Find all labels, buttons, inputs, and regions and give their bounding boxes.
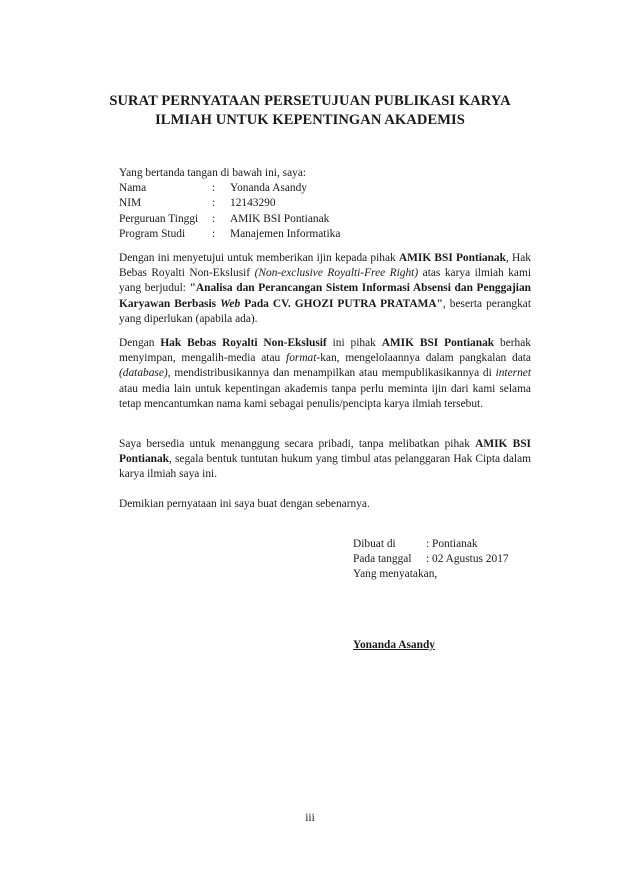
text-run: Dengan ini menyetujui untuk memberikan ijin kepada pihak (119, 252, 399, 264)
document-title (0, 92, 620, 130)
nim-value: 12143290 (230, 197, 276, 210)
page-number: iii (305, 812, 315, 824)
italic-term: (Non-exclusive Royalti-Free Right) (254, 267, 419, 280)
colon: : (212, 182, 216, 195)
work-title-italic: Web (220, 297, 241, 310)
statement-text: Yang menyatakan, (353, 568, 438, 581)
name-label: Nama (119, 182, 147, 195)
colon: : (212, 212, 216, 225)
nim-label: NIM (119, 197, 142, 210)
identity-row-nim (119, 196, 531, 211)
name-value: Yonanda Asandy (230, 182, 307, 195)
text-run: -kan, mengelolaannya dalam pangkalan data (316, 352, 531, 365)
title-line-2: ILMIAH UNTUK KEPENTINGAN AKADEMIS (155, 112, 465, 128)
program-value: Manajemen Informatika (230, 227, 341, 240)
rights-paragraph (119, 336, 531, 412)
text-run: , segala bentuk tuntutan hukum yang timbul atas pelanggaran Hak Cipta dalam karya ilmiah saya ini. (119, 453, 531, 481)
rights-term: Hak Bebas Royalti Non-Ekslusif (160, 337, 327, 349)
program-label: Program Studi (119, 227, 186, 240)
identity-row-program (119, 227, 531, 242)
signer-name: Yonanda Asandy (353, 639, 435, 651)
text-run: berhak menyimpan, mengalih-media atau (119, 337, 531, 365)
title-line-1: SURAT PERNYATAAN PERSETUJUAN PUBLIKASI KARYA (109, 93, 511, 109)
identity-row-school (119, 212, 531, 227)
text-run: ini pihak (326, 337, 382, 349)
italic-term: format (286, 352, 317, 365)
text-run: Dengan (119, 337, 161, 349)
identity-section (119, 166, 531, 242)
italic-term: (database) (119, 367, 168, 380)
colon: : (212, 227, 216, 240)
date-value: : 02 Agustus 2017 (426, 553, 509, 566)
place-row (353, 537, 509, 552)
italic-term: internet (495, 367, 531, 380)
text-run: , Hak Bebas Royalti Non-Ekslusif (119, 252, 531, 280)
place-value: : Pontianak (426, 538, 478, 550)
liability-paragraph (119, 437, 531, 483)
intro-text: Yang bertanda tangan di bawah ini, saya: (119, 167, 307, 179)
text-run: , mendistribusikannya dan menampilkan atau mempublikasikannya di (167, 367, 496, 380)
colon: : (212, 197, 216, 210)
text-run: Saya bersedia untuk menanggung secara pribadi, tanpa melibatkan pihak (119, 438, 476, 450)
institution-name: AMIK BSI Pontianak (398, 252, 506, 264)
date-row (353, 552, 509, 567)
identity-row-name (119, 181, 531, 196)
consent-paragraph (119, 251, 531, 327)
school-label: Perguruan Tinggi (119, 212, 199, 225)
work-title: "Analisa dan Perancangan Sistem Informasi Absensi dan Penggajian Karyawan Berbasis (119, 282, 531, 310)
date-label: Pada tanggal (353, 553, 412, 566)
closing-paragraph: Demikian pernyataan ini saya buat dengan sebenarnya. (119, 498, 370, 510)
school-value: AMIK BSI Pontianak (230, 212, 330, 225)
text-run: , beserta perangkat yang diperlukan (apabila ada). (119, 297, 532, 325)
institution-name: AMIK BSI Pontianak (119, 438, 531, 466)
place-label: Dibuat di (353, 538, 396, 550)
text-run: atau media lain untuk kepentingan akademis tanpa perlu meminta ijin dari kami selama tetap mencantumkan nama kami sebagai penulis/pencipta karya ilmiah tersebut. (119, 382, 531, 410)
signature-block (353, 537, 509, 583)
text-run: atas karya ilmiah kami yang berjudul: (119, 267, 532, 295)
institution-name: AMIK BSI Pontianak (381, 337, 495, 349)
work-title-end: Pada CV. GHOZI PUTRA PRATAMA" (240, 297, 443, 310)
